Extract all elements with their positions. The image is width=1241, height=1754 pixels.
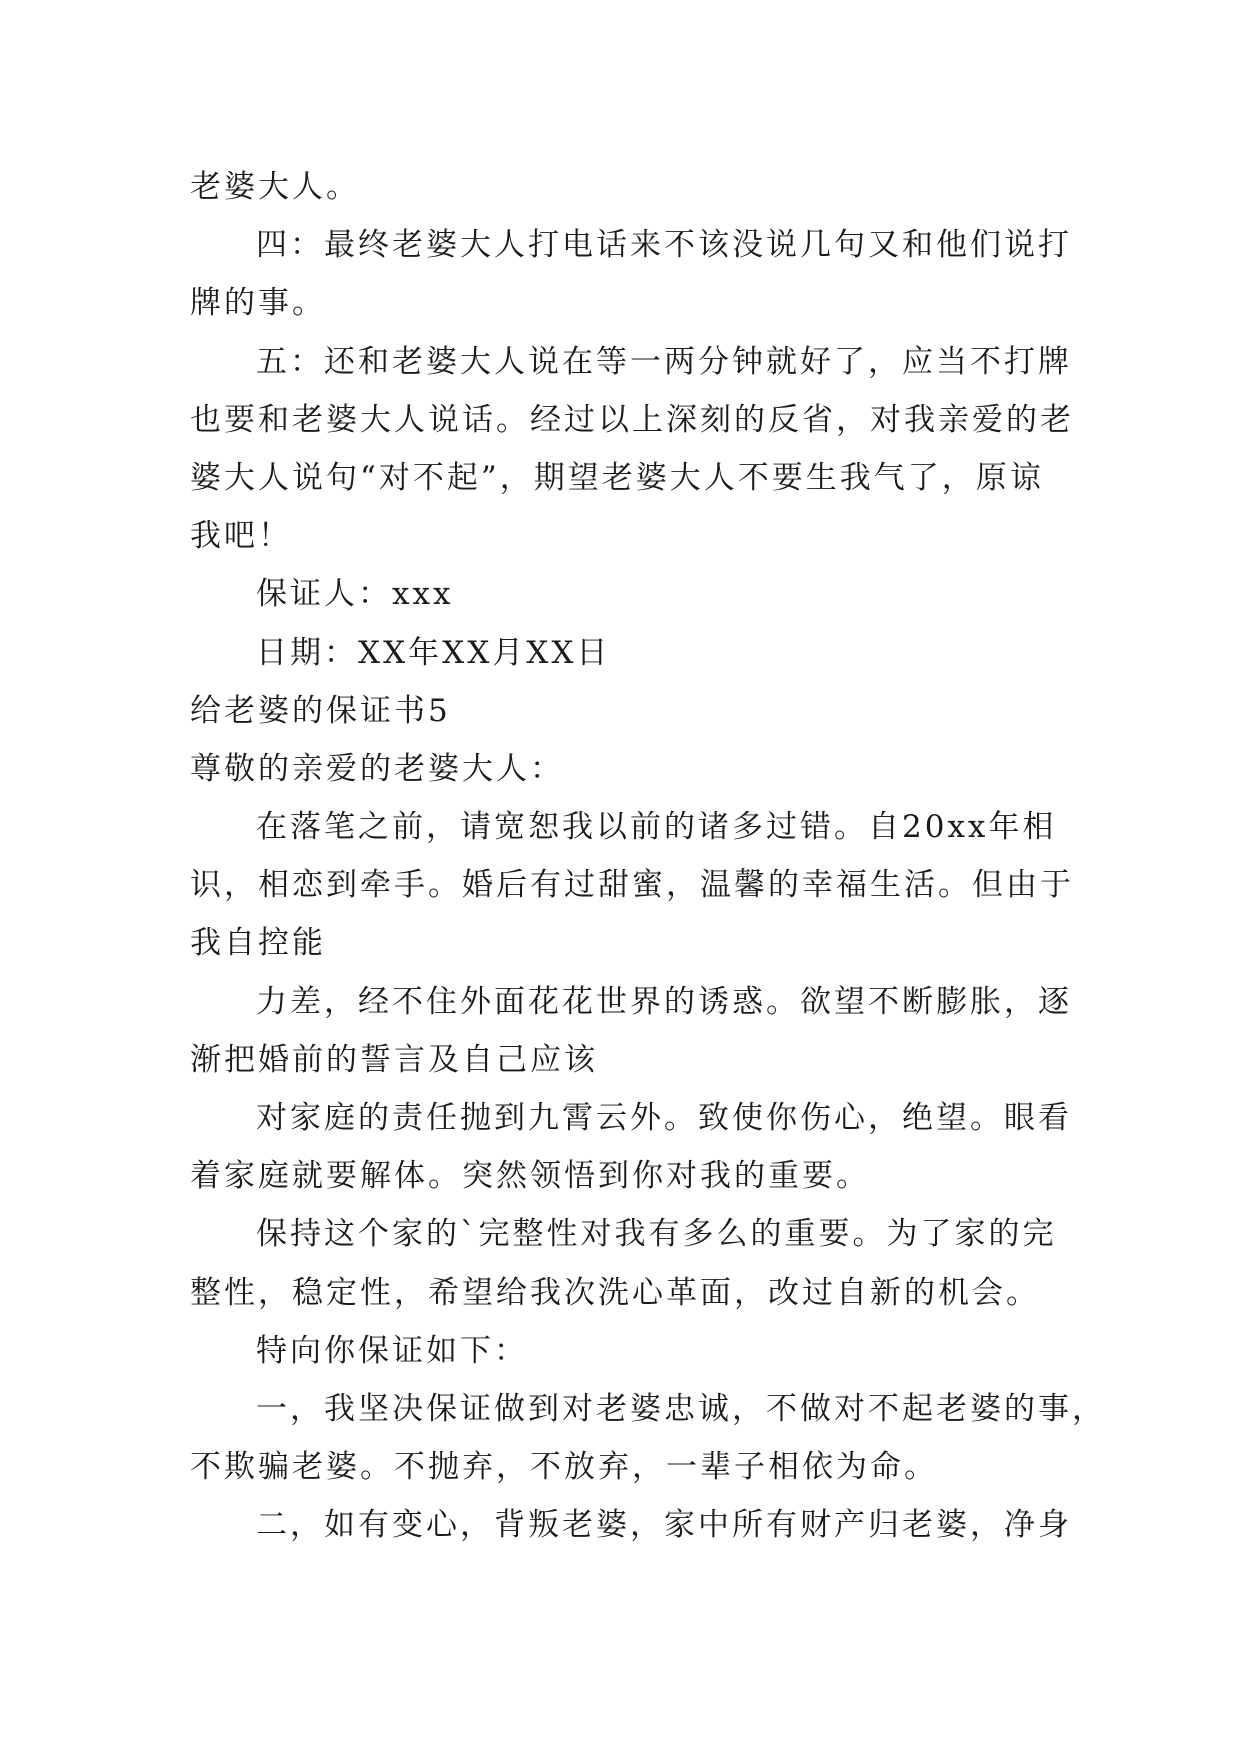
text-line: 渐把婚前的誓言及自己应该 [190, 1041, 598, 1078]
text-line: 保持这个家的`完整性对我有多么的重要。为了家的完 [256, 1216, 1057, 1253]
text-line: 也要和老婆大人说话。经过以上深刻的反省，对我亲爱的老 [190, 401, 1074, 438]
text-line: 五：还和老婆大人说在等一两分钟就好了，应当不打牌 [256, 343, 1072, 380]
text-line: 婆大人说句“对不起”，期望老婆大人不要生我气了，原谅 [190, 459, 1044, 496]
text-line: 识，相恋到牵手。婚后有过甜蜜，温馨的幸福生活。但由于 [190, 867, 1074, 904]
text-line: 我自控能 [190, 925, 326, 962]
pledge-item: 二，如有变心，背叛老婆，家中所有财产归老婆，净身 [256, 1507, 1072, 1544]
text-line: 牌的事。 [190, 285, 326, 322]
text-line: 整性，稳定性，希望给我次洗心革面，改过自新的机会。 [190, 1274, 1040, 1311]
text-line: 着家庭就要解体。突然领悟到你对我的重要。 [190, 1158, 870, 1195]
text-line: 特向你保证如下： [256, 1332, 528, 1369]
document-body [190, 158, 1106, 1555]
date-line: 日期：XX年XX月XX日 [256, 634, 611, 671]
section-title: 给老婆的保证书5 [190, 692, 451, 729]
pledge-item: 一，我坚决保证做到对老婆忠诚，不做对不起老婆的事， [256, 1390, 1106, 1427]
text-line: 力差，经不住外面花花世界的诱惑。欲望不断膨胀，逐 [256, 983, 1072, 1020]
text-line: 我吧！ [190, 518, 292, 555]
text-line: 老婆大人。 [190, 169, 360, 205]
salutation: 尊敬的亲爱的老婆大人： [190, 750, 564, 787]
guarantor-line: 保证人：xxx [256, 576, 454, 613]
text-line: 四：最终老婆大人打电话来不该没说几句又和他们说打 [256, 227, 1072, 264]
text-line: 不欺骗老婆。不抛弃，不放弃，一辈子相依为命。 [190, 1449, 938, 1486]
text-line: 对家庭的责任抛到九霄云外。致使你伤心，绝望。眼看 [256, 1100, 1072, 1136]
text-line: 在落笔之前，请宽恕我以前的诸多过错。自20xx年相 [256, 809, 1057, 846]
